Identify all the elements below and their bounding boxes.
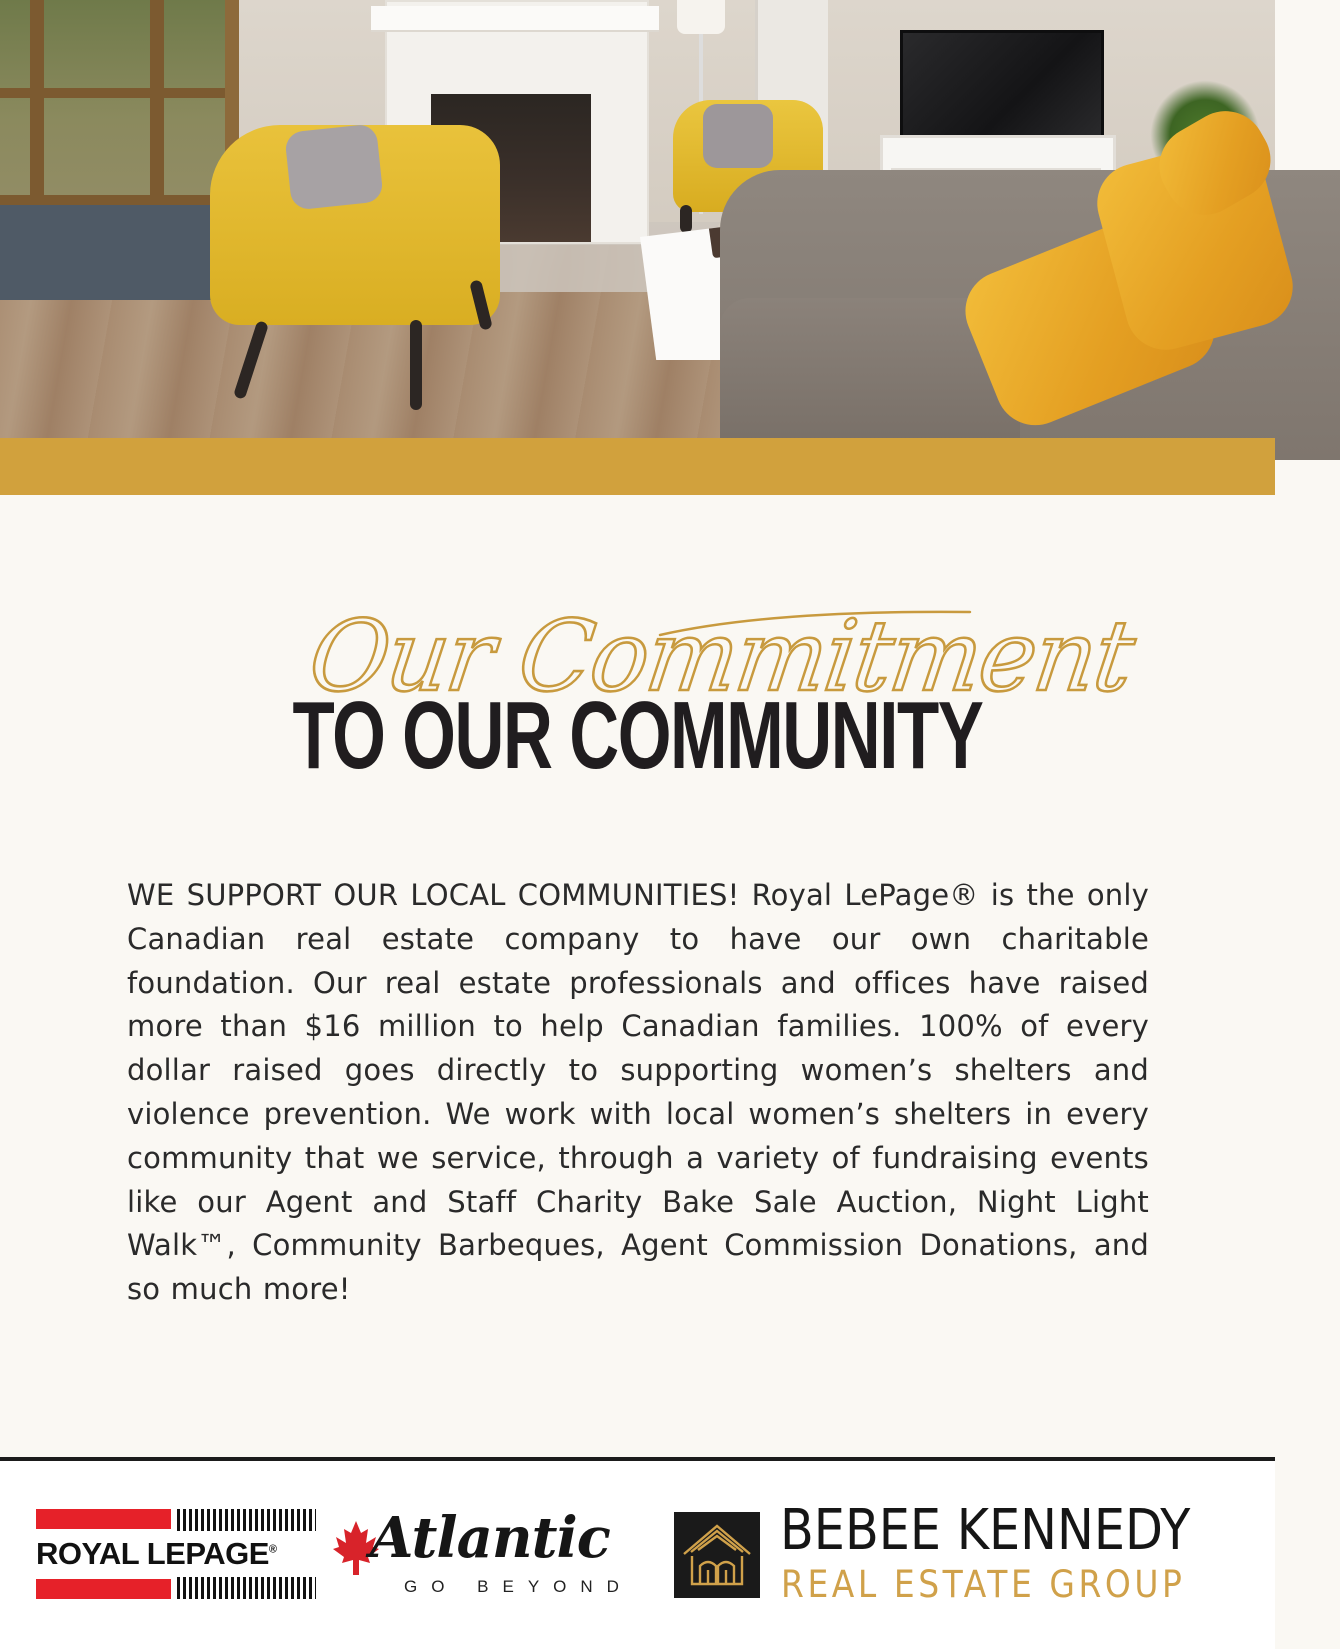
bebee-kennedy-name: BEBEE KENNEDY bbox=[780, 1498, 1191, 1563]
royal-lepage-wordmark: ROYAL LEPAGE bbox=[36, 1536, 269, 1571]
bebee-kennedy-house-icon bbox=[674, 1512, 760, 1598]
commitment-paragraph: WE SUPPORT OUR LOCAL COMMUNITIES! Royal LePage® is the only Canadian real estate company to have our own charitable foundation. Our real estate professionals and offices have raised more than $16 million to help Canadian families. 100% of every dollar raised goes directly to supporting women’s shelters and violence prevention. We work with local women’s shelters in every community that we service, through a variety of fundraising events like our Agent and Staff Charity Bake Sale Auction, Night Light Walk™, Community Barbeques, Agent Commission Donations, and so much more! bbox=[127, 878, 1149, 1307]
svg-text:Our Commitment: Our Commitment bbox=[303, 599, 1140, 714]
hero-tv bbox=[900, 30, 1104, 141]
real-estate-group-label: REAL ESTATE GROUP bbox=[781, 1563, 1186, 1606]
royal-lepage-logo bbox=[36, 1509, 316, 1599]
registered-mark: ® bbox=[268, 1543, 277, 1556]
hero-armchair bbox=[210, 125, 500, 325]
hero-photo bbox=[0, 0, 1275, 438]
hero-lamp bbox=[677, 0, 725, 34]
footer-logos bbox=[0, 1461, 1275, 1649]
atlantic-wordmark: Atlantic bbox=[370, 1505, 610, 1571]
atlantic-tagline: GO BEYOND bbox=[404, 1577, 633, 1596]
gold-divider-band bbox=[0, 438, 1275, 495]
page-title: TO OUR COMMUNITY bbox=[292, 682, 983, 789]
section-heading bbox=[0, 590, 1275, 800]
atlantic-logo bbox=[332, 1505, 633, 1615]
hero-window bbox=[0, 0, 239, 300]
